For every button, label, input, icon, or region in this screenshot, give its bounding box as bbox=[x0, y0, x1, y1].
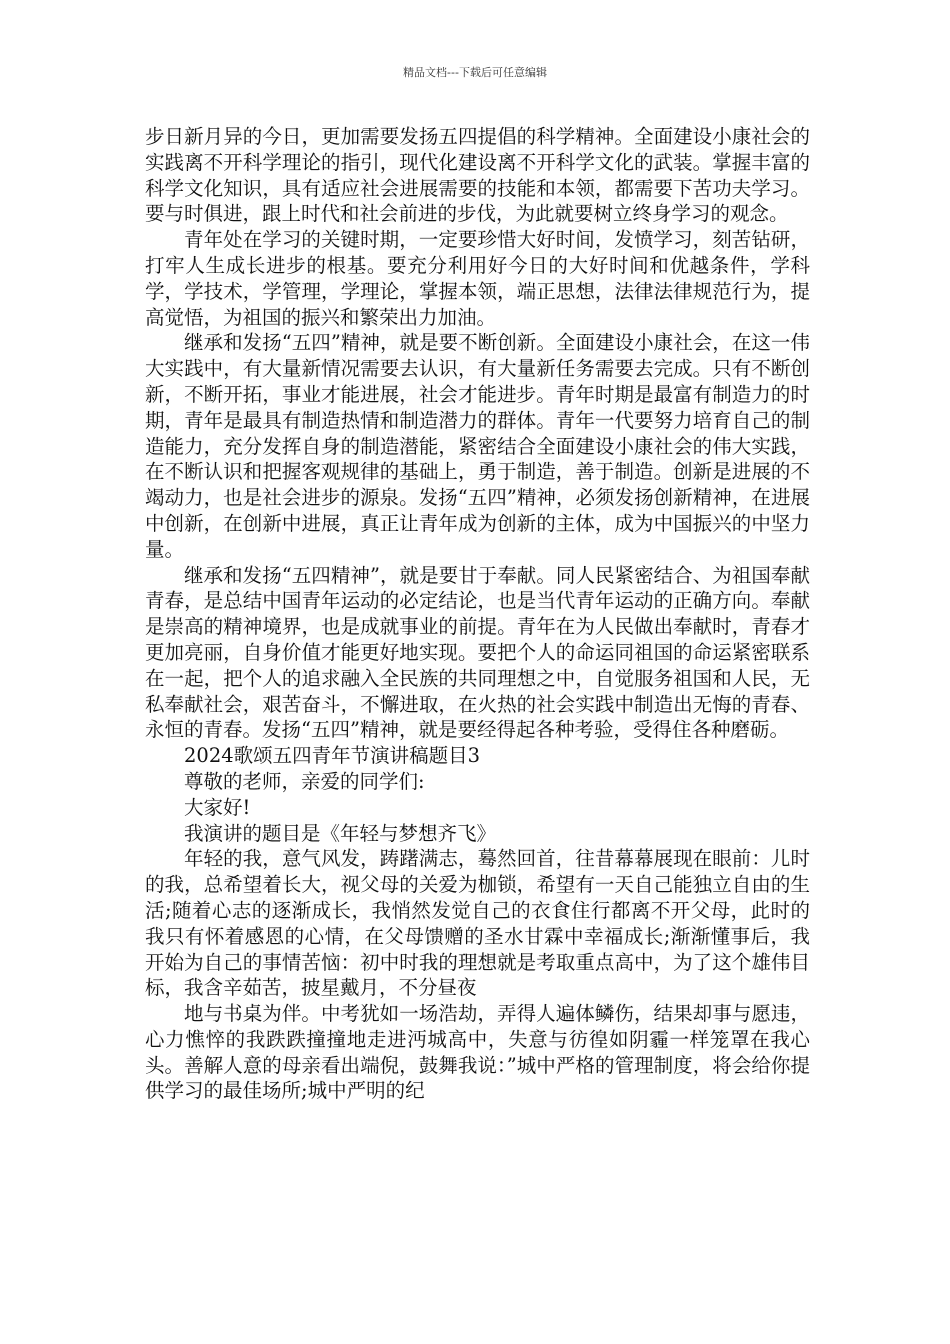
paragraph-dedication: 继承和发扬“五四精神”，就是要甘于奉献。同人民紧密结合、为祖国奉献青春，是总结中国青年运动的必定结论，也是当代青年运动的正确方向。奉献是崇高的精神境界，也是成就事业的前提。青年在为人民做出奉献时，青春才更加亮丽，自身价值才能更好地实现。要把个人的命运同祖国的命运紧密联系在一起，把个人的追求融入全民族的共同理想之中，自觉服务祖国和人民，无私奉献社会，艰苦奋斗，不懈进取，在火热的社会实践中制造出无悔的青春、永恒的青春。发扬“五四”精神，就是要经得起各种考验，受得住各种磨砺。 bbox=[145, 563, 810, 742]
salutation: 尊敬的老师，亲爱的同学们: bbox=[184, 769, 425, 793]
speech-topic: 我演讲的题目是《年轻与梦想齐飞》 bbox=[184, 821, 497, 845]
paragraph-youth-memories: 年轻的我，意气风发，踌躇满志，蓦然回首，往昔幕幕展现在眼前：儿时的我，总希望着长大，视父母的关爱为枷锁，希望有一天自己能独立自由的生活;随着心志的逐渐成长，我悄然发觉自己的衣食住行都离不开父母，此时的我只有怀着感恩的心情，在父母馈赠的圣水甘霖中幸福成长;渐渐懂事后，我开始为自己的事情苦恼：初中时我的理想就是考取重点高中，为了这个雄伟目标，我含辛茹苦，披星戴月，不分昼夜 bbox=[145, 847, 810, 1000]
paragraph-continued-science-spirit: 步日新月异的今日，更加需要发扬五四提倡的科学精神。全面建设小康社会的实践离不开科学理论的指引，现代化建设离不开科学文化的武装。掌握丰富的科学文化知识，具有适应社会进展需要的技能和本领，都需要下苦功夫学习。要与时俱进，跟上时代和社会前进的步伐，为此就要树立终身学习的观念。 bbox=[145, 125, 810, 226]
page-header: 精品文档---下载后可任意编辑 bbox=[403, 66, 547, 79]
greeting: 大家好! bbox=[184, 795, 251, 819]
paragraph-exam-experience: 地与书桌为伴。中考犹如一场浩劫，弄得人遍体鳞伤，结果却事与愿违，心力憔悴的我跌跌撞撞地走进沔城高中，失意与彷徨如阴霾一样笼罩在我心头。善解人意的母亲看出端倪，鼓舞我说：”城中严格的管理制度，将会给你提供学习的最佳场所;城中严明的纪 bbox=[145, 1002, 810, 1103]
document-body bbox=[145, 124, 810, 1104]
paragraph-innovation: 继承和发扬“五四”精神，就是要不断创新。全面建设小康社会，在这一伟大实践中，有大量新情况需要去认识，有大量新任务需要去完成。只有不断创新，不断开拓，事业才能进展，社会才能进步。青年时期是最富有制造力的时期，青年是最具有制造热情和制造潜力的群体。青年一代要努力培育自己的制造能力，充分发挥自身的制造潜能，紧密结合全面建设小康社会的伟大实践，在不断认识和把握客观规律的基础上，勇于制造，善于制造。创新是进展的不竭动力，也是社会进步的源泉。发扬“五四”精神，必须发扬创新精神，在进展中创新，在创新中进展，真正让青年成为创新的主体，成为中国振兴的中坚力量。 bbox=[145, 331, 810, 561]
paragraph-youth-study: 青年处在学习的关键时期，一定要珍惜大好时间，发愤学习，刻苦钻研，打牢人生成长进步的根基。要充分利用好今日的大好时间和优越条件，学科学，学技术，学管理，学理论，掌握本领，端正思想，法律法律规范行为，提高觉悟，为祖国的振兴和繁荣出力加油。 bbox=[145, 228, 810, 329]
speech-title-heading: 2024歌颂五四青年节演讲稿题目3 bbox=[184, 744, 481, 768]
